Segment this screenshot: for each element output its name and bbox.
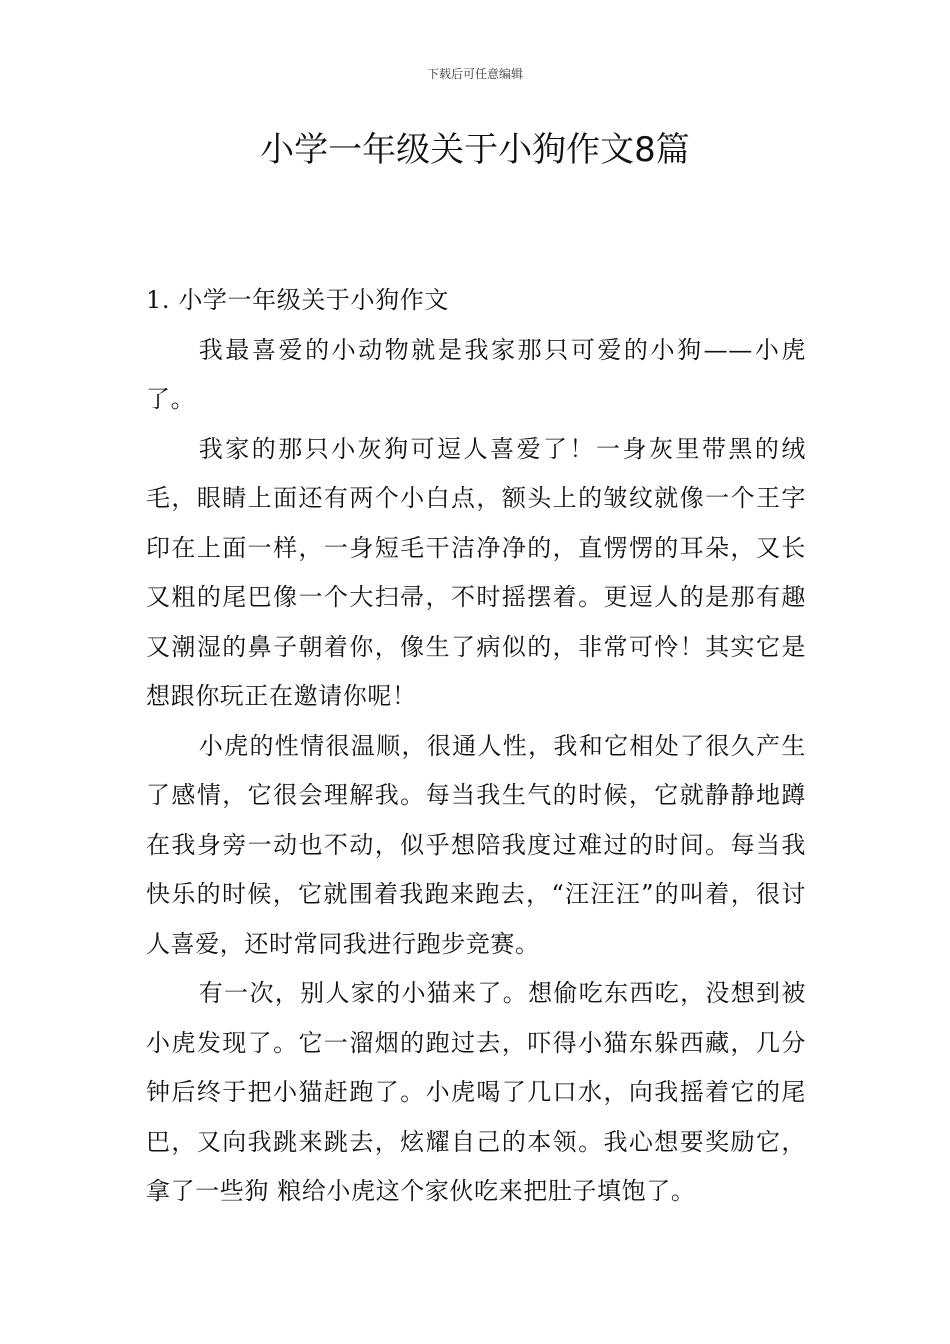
paragraph-3: 小虎的性情很温顺，很通人性，我和它相处了很久产生了感情，它很会理解我。每当我生气的时候，它就静静地蹲在我身旁一动也不动，似乎想陪我度过难过的时间。每当我快乐的时候，它就围着我跑来跑去，“汪汪汪”的叫着，很讨人喜爱，还时常同我进行跑步竞赛。 <box>146 731 806 958</box>
header-note: 下载后可任意编辑 <box>426 67 523 81</box>
document-title: 小学一年级关于小狗作文8篇 <box>260 130 690 170</box>
document-body <box>146 276 806 1217</box>
paragraph-4: 有一次，别人家的小猫来了。想偷吃东西吃，没想到被小虎发现了。它一溜烟的跑过去，吓得小猫东躲西藏，几分钟后终于把小猫赶跑了。小虎喝了几口水，向我摇着它的尾巴，又向我跳来跳去，炫耀自己的本领。我心想要奖励它，拿了一些狗 粮给小虎这个家伙吃来把肚子填饱了。 <box>146 979 806 1205</box>
paragraph-2: 我家的那只小灰狗可逗人喜爱了！一身灰里带黑的绒毛，眼睛上面还有两个小白点，额头上的皱纹就像一个王字印在上面一样，一身短毛干洁净净的，直愣愣的耳朵，又长又粗的尾巴像一个大扫帚，不时摇摆着。更逗人的是那有趣又潮湿的鼻子朝着你，像生了病似的，非常可怜！其实它是想跟你玩正在邀请你呢！ <box>146 434 806 710</box>
section-heading: 1. 小学一年级关于小狗作文 <box>146 286 449 314</box>
paragraph-1: 我最喜爱的小动物就是我家那只可爱的小狗——小虎了。 <box>146 335 806 413</box>
